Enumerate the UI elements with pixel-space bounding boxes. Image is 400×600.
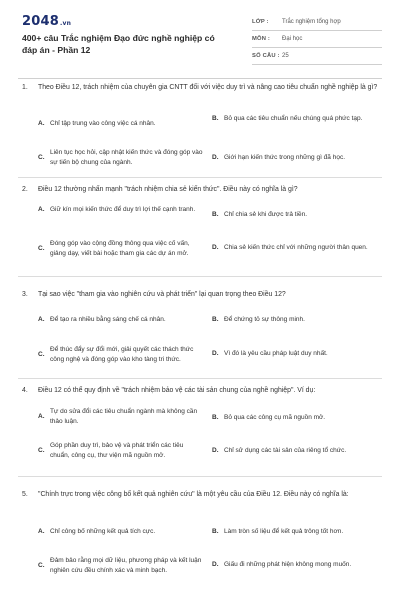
option-text: Làm tròn số liệu để kết quả trông tốt hơn. — [224, 528, 344, 535]
option-letter: B. — [212, 211, 219, 218]
question-divider — [18, 378, 382, 379]
question-number: 3. — [22, 291, 28, 298]
question-divider — [18, 476, 382, 477]
header — [0, 0, 400, 78]
option-c[interactable] — [38, 345, 203, 365]
option-c[interactable] — [38, 148, 208, 168]
question-divider — [18, 276, 382, 277]
option-d[interactable] — [212, 243, 378, 253]
option-b[interactable] — [212, 114, 378, 124]
option-letter: D. — [212, 154, 219, 161]
option-letter: B. — [212, 414, 219, 421]
option-letter: C. — [38, 245, 45, 252]
option-text: Để chứng tỏ sự thông minh. — [224, 316, 305, 323]
option-text: Liên tục học hỏi, cập nhật kiến thức và đóng góp vào sự tiến bộ chung của ngành. — [50, 149, 203, 166]
option-b[interactable] — [212, 413, 378, 423]
document-title: 400+ câu Trắc nghiệm Đạo đức nghề nghiệp có đáp án - Phần 12 — [22, 33, 215, 55]
question-number: 5. — [22, 491, 28, 498]
option-text: Chỉ tập trung vào công việc cá nhân. — [50, 120, 156, 127]
option-letter: D. — [212, 244, 219, 251]
meta-label: MÔN : — [252, 36, 271, 42]
option-text: Góp phần duy trì, bảo vệ và phát triển các tiêu chuẩn, công cụ, thư viện mã nguồn mở. — [50, 442, 184, 459]
meta-row-count — [252, 48, 382, 65]
option-b[interactable] — [212, 315, 378, 325]
option-letter: A. — [38, 316, 45, 323]
option-b[interactable] — [212, 210, 378, 220]
option-letter: C. — [38, 447, 45, 454]
header-divider — [18, 78, 382, 79]
option-letter: D. — [212, 561, 219, 568]
question-text — [22, 83, 382, 94]
meta-value: Trắc nghiệm tổng hợp — [282, 19, 341, 25]
option-letter: B. — [212, 115, 219, 122]
option-c[interactable] — [38, 441, 203, 461]
option-text: Chỉ sử dụng các tài sản của riêng tổ chức. — [224, 447, 347, 454]
option-text: Đóng góp vào cộng đồng thông qua việc cố vấn, giảng dạy, viết bài hoặc tham gia các dự án mở. — [50, 240, 190, 257]
option-text: Chia sẻ kiến thức chỉ với những người thân quen. — [224, 244, 368, 251]
option-d[interactable] — [212, 560, 378, 570]
option-a[interactable] — [38, 119, 206, 129]
question-body: Theo Điều 12, trách nhiệm của chuyên gia CNTT đối với việc duy trì và nâng cao tiêu chuẩn nghề nghiệp là gì? — [38, 84, 378, 91]
option-d[interactable] — [212, 349, 378, 359]
question-body: Tại sao việc "tham gia vào nghiên cứu và phát triển" lại quan trọng theo Điều 12? — [38, 291, 286, 298]
option-letter: B. — [212, 528, 219, 535]
question-divider — [18, 177, 382, 178]
question-text — [22, 490, 382, 501]
meta-label: SỐ CÂU : — [252, 53, 280, 59]
logo-main: 2048 — [22, 14, 59, 29]
option-letter: A. — [38, 413, 45, 420]
option-text: Tự do sửa đổi các tiêu chuẩn ngành mà không cần thảo luận. — [50, 408, 198, 425]
option-letter: B. — [212, 316, 219, 323]
option-letter: A. — [38, 120, 45, 127]
option-text: Giữ kín mọi kiến thức để duy trì lợi thế cạnh tranh. — [50, 206, 196, 213]
option-letter: A. — [38, 528, 45, 535]
option-a[interactable] — [38, 527, 206, 537]
meta-value: Đại học — [282, 36, 303, 42]
meta-row-subject — [252, 31, 382, 48]
question-body: Điều 12 có thể quy định về "trách nhiệm bảo vệ các tài sản chung của nghề nghiệp". Ví dụ: — [38, 387, 316, 394]
question-text — [22, 185, 382, 196]
question-number: 1. — [22, 84, 28, 91]
option-text: Để tạo ra nhiều bằng sáng chế cá nhân. — [50, 316, 166, 323]
option-letter: C. — [38, 562, 45, 569]
option-text: Chỉ công bố những kết quả tích cực. — [50, 528, 156, 535]
question-number: 4. — [22, 387, 28, 394]
option-text: Giấu đi những phát hiện không mong muốn. — [224, 561, 352, 568]
option-a[interactable] — [38, 315, 206, 325]
logo-tld: .vn — [59, 20, 72, 27]
option-letter: C. — [38, 154, 45, 161]
option-text: Đảm bảo rằng mọi dữ liệu, phương pháp và kết luận nghiên cứu đều chính xác và minh bạch. — [50, 557, 202, 574]
option-c[interactable] — [38, 239, 203, 259]
option-text: Chỉ chia sẻ khi được trả tiền. — [224, 211, 308, 218]
option-d[interactable] — [212, 446, 378, 456]
option-text: Để thúc đẩy sự đổi mới, giải quyết các thách thức công nghệ và đóng góp vào kho tàng tri thức. — [50, 346, 194, 363]
option-a[interactable] — [38, 205, 203, 215]
option-c[interactable] — [38, 556, 203, 576]
option-letter: D. — [212, 447, 219, 454]
meta-row-class — [252, 14, 382, 31]
option-text: Bỏ qua các công cụ mã nguồn mở. — [224, 414, 326, 421]
question-body: Điều 12 thường nhấn mạnh "trách nhiệm chia sẻ kiến thức". Điều này có nghĩa là gì? — [38, 186, 298, 193]
option-letter: C. — [38, 351, 45, 358]
question-text — [22, 386, 382, 397]
option-letter: D. — [212, 350, 219, 357]
option-a[interactable] — [38, 407, 203, 427]
question-body: "Chính trực trong việc công bố kết quả nghiên cứu" là một yêu cầu của Điều 12. Điều này có nghĩa là: — [38, 491, 349, 498]
option-text: Vì đó là yêu cầu pháp luật duy nhất. — [224, 350, 328, 357]
option-d[interactable] — [212, 153, 382, 163]
site-logo[interactable] — [22, 14, 71, 29]
option-letter: A. — [38, 206, 45, 213]
meta-value: 25 — [282, 53, 289, 59]
meta-label: LỚP : — [252, 19, 269, 25]
option-b[interactable] — [212, 527, 382, 537]
question-number: 2. — [22, 186, 28, 193]
meta-panel — [252, 14, 382, 65]
option-text: Giới hạn kiến thức trong những gì đã học. — [224, 154, 346, 161]
question-text — [22, 290, 382, 301]
option-text: Bỏ qua các tiêu chuẩn nếu chúng quá phức tạp. — [224, 115, 363, 122]
